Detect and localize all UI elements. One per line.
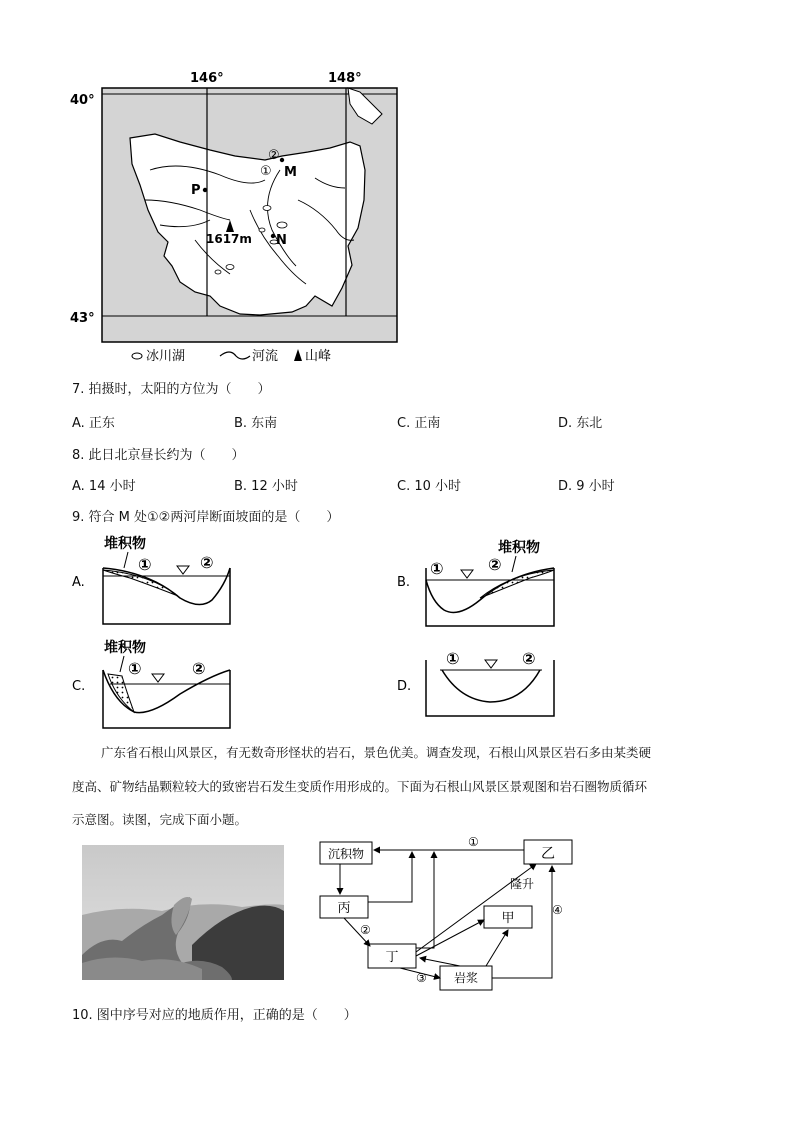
c-circ1: ① [128, 659, 142, 678]
box-sediment-label: 沉积物 [327, 847, 365, 861]
c-circ2: ② [192, 659, 206, 678]
rock-cycle-diagram [300, 830, 590, 995]
lake-legend-icon [132, 353, 142, 359]
b-deposit-label: 堆积物 [498, 540, 540, 556]
q9-option-a-letter[interactable]: A. [72, 575, 85, 590]
lon-146: 146° [190, 71, 224, 86]
river-legend-icon [220, 352, 250, 359]
q8-option-d[interactable]: D. 9 小时 [558, 479, 615, 494]
label-1: ① [468, 835, 479, 849]
label-3: ③ [416, 971, 427, 985]
label-circ1: ① [260, 164, 272, 179]
question-7-stem: 7. 拍摄时，太阳的方位为（ ） [72, 382, 271, 397]
label-n: N [276, 233, 287, 248]
q8-option-b[interactable]: B. 12 小时 [234, 479, 298, 494]
point-p-marker [203, 188, 207, 192]
label-4: ④ [552, 903, 563, 917]
q9-option-a-diagram[interactable] [103, 535, 230, 624]
q7-option-c[interactable]: C. 正南 [397, 416, 441, 431]
map-legend [132, 348, 331, 364]
q9-option-d-letter[interactable]: D. [397, 679, 412, 694]
a-deposit-label: 堆积物 [104, 536, 146, 552]
q9-option-b-letter[interactable]: B. [397, 575, 411, 590]
q7-option-d[interactable]: D. 东北 [558, 416, 603, 431]
legend-lake: 冰川湖 [146, 349, 186, 364]
box-ding-label: 丁 [385, 950, 399, 965]
scenery-photo [82, 845, 284, 980]
b-deposit [480, 570, 554, 598]
c-deposit-label: 堆积物 [104, 640, 146, 656]
passage-line-1: 广东省石根山风景区，有无数奇形怪状的岩石，景色优美。调查发现，石根山风景区岩石多由某类硬 [101, 745, 652, 760]
b-circ1: ① [430, 559, 444, 578]
q8-option-c[interactable]: C. 10 小时 [397, 479, 462, 494]
label-p: P [191, 183, 201, 198]
b-circ2: ② [488, 555, 502, 574]
box-bing-label: 丙 [337, 901, 351, 916]
label-2: ② [360, 923, 371, 937]
question-9-stem: 9. 符合 M 处①②两河岸断面坡面的是（ ） [72, 510, 340, 525]
point-m-marker [280, 158, 284, 162]
legend-peak: 山峰 [305, 349, 332, 364]
question-8-stem: 8. 此日北京昼长约为（ ） [72, 448, 245, 463]
a-circ1: ① [138, 555, 152, 574]
d-circ2: ② [522, 649, 536, 668]
q9-option-c-letter[interactable]: C. [72, 679, 86, 694]
q9-option-d-diagram[interactable] [426, 649, 554, 716]
a-circ2: ② [200, 553, 214, 572]
question-10-stem: 10. 图中序号对应的地质作用，正确的是（ ） [72, 1008, 357, 1023]
legend-river: 河流 [252, 349, 279, 364]
q7-option-b[interactable]: B. 东南 [234, 416, 278, 431]
box-yi-label: 乙 [541, 846, 555, 862]
c-deposit [108, 674, 134, 712]
lat-40: 40° [70, 93, 95, 108]
q9-option-c-diagram[interactable] [103, 639, 230, 728]
peak-legend-icon [294, 349, 302, 361]
d-channel [442, 670, 540, 702]
q9-option-b-diagram[interactable] [426, 539, 554, 626]
passage-line-3: 示意图。读图，完成下面小题。 [72, 812, 248, 827]
label-circ2: ② [268, 148, 280, 163]
q9-option-diagrams [60, 530, 580, 735]
label-m: M [284, 165, 297, 180]
box-jia-label: 甲 [501, 911, 515, 926]
tasmania-map [60, 60, 410, 370]
lat-43: 43° [70, 311, 95, 326]
label-uplift: 隆升 [510, 877, 535, 891]
box-magma-label: 岩浆 [453, 971, 479, 985]
q8-option-a[interactable]: A. 14 小时 [72, 479, 136, 494]
lon-148: 148° [328, 71, 362, 86]
q7-option-a[interactable]: A. 正东 [72, 416, 115, 431]
d-circ1: ① [446, 649, 460, 668]
label-peak-height: 1617m [206, 232, 252, 246]
point-n-marker [271, 234, 275, 238]
passage-line-2: 度高、矿物结晶颗粒较大的致密岩石发生变质作用形成的。下面为石根山风景区景观图和岩石圈物质循环 [72, 779, 648, 794]
